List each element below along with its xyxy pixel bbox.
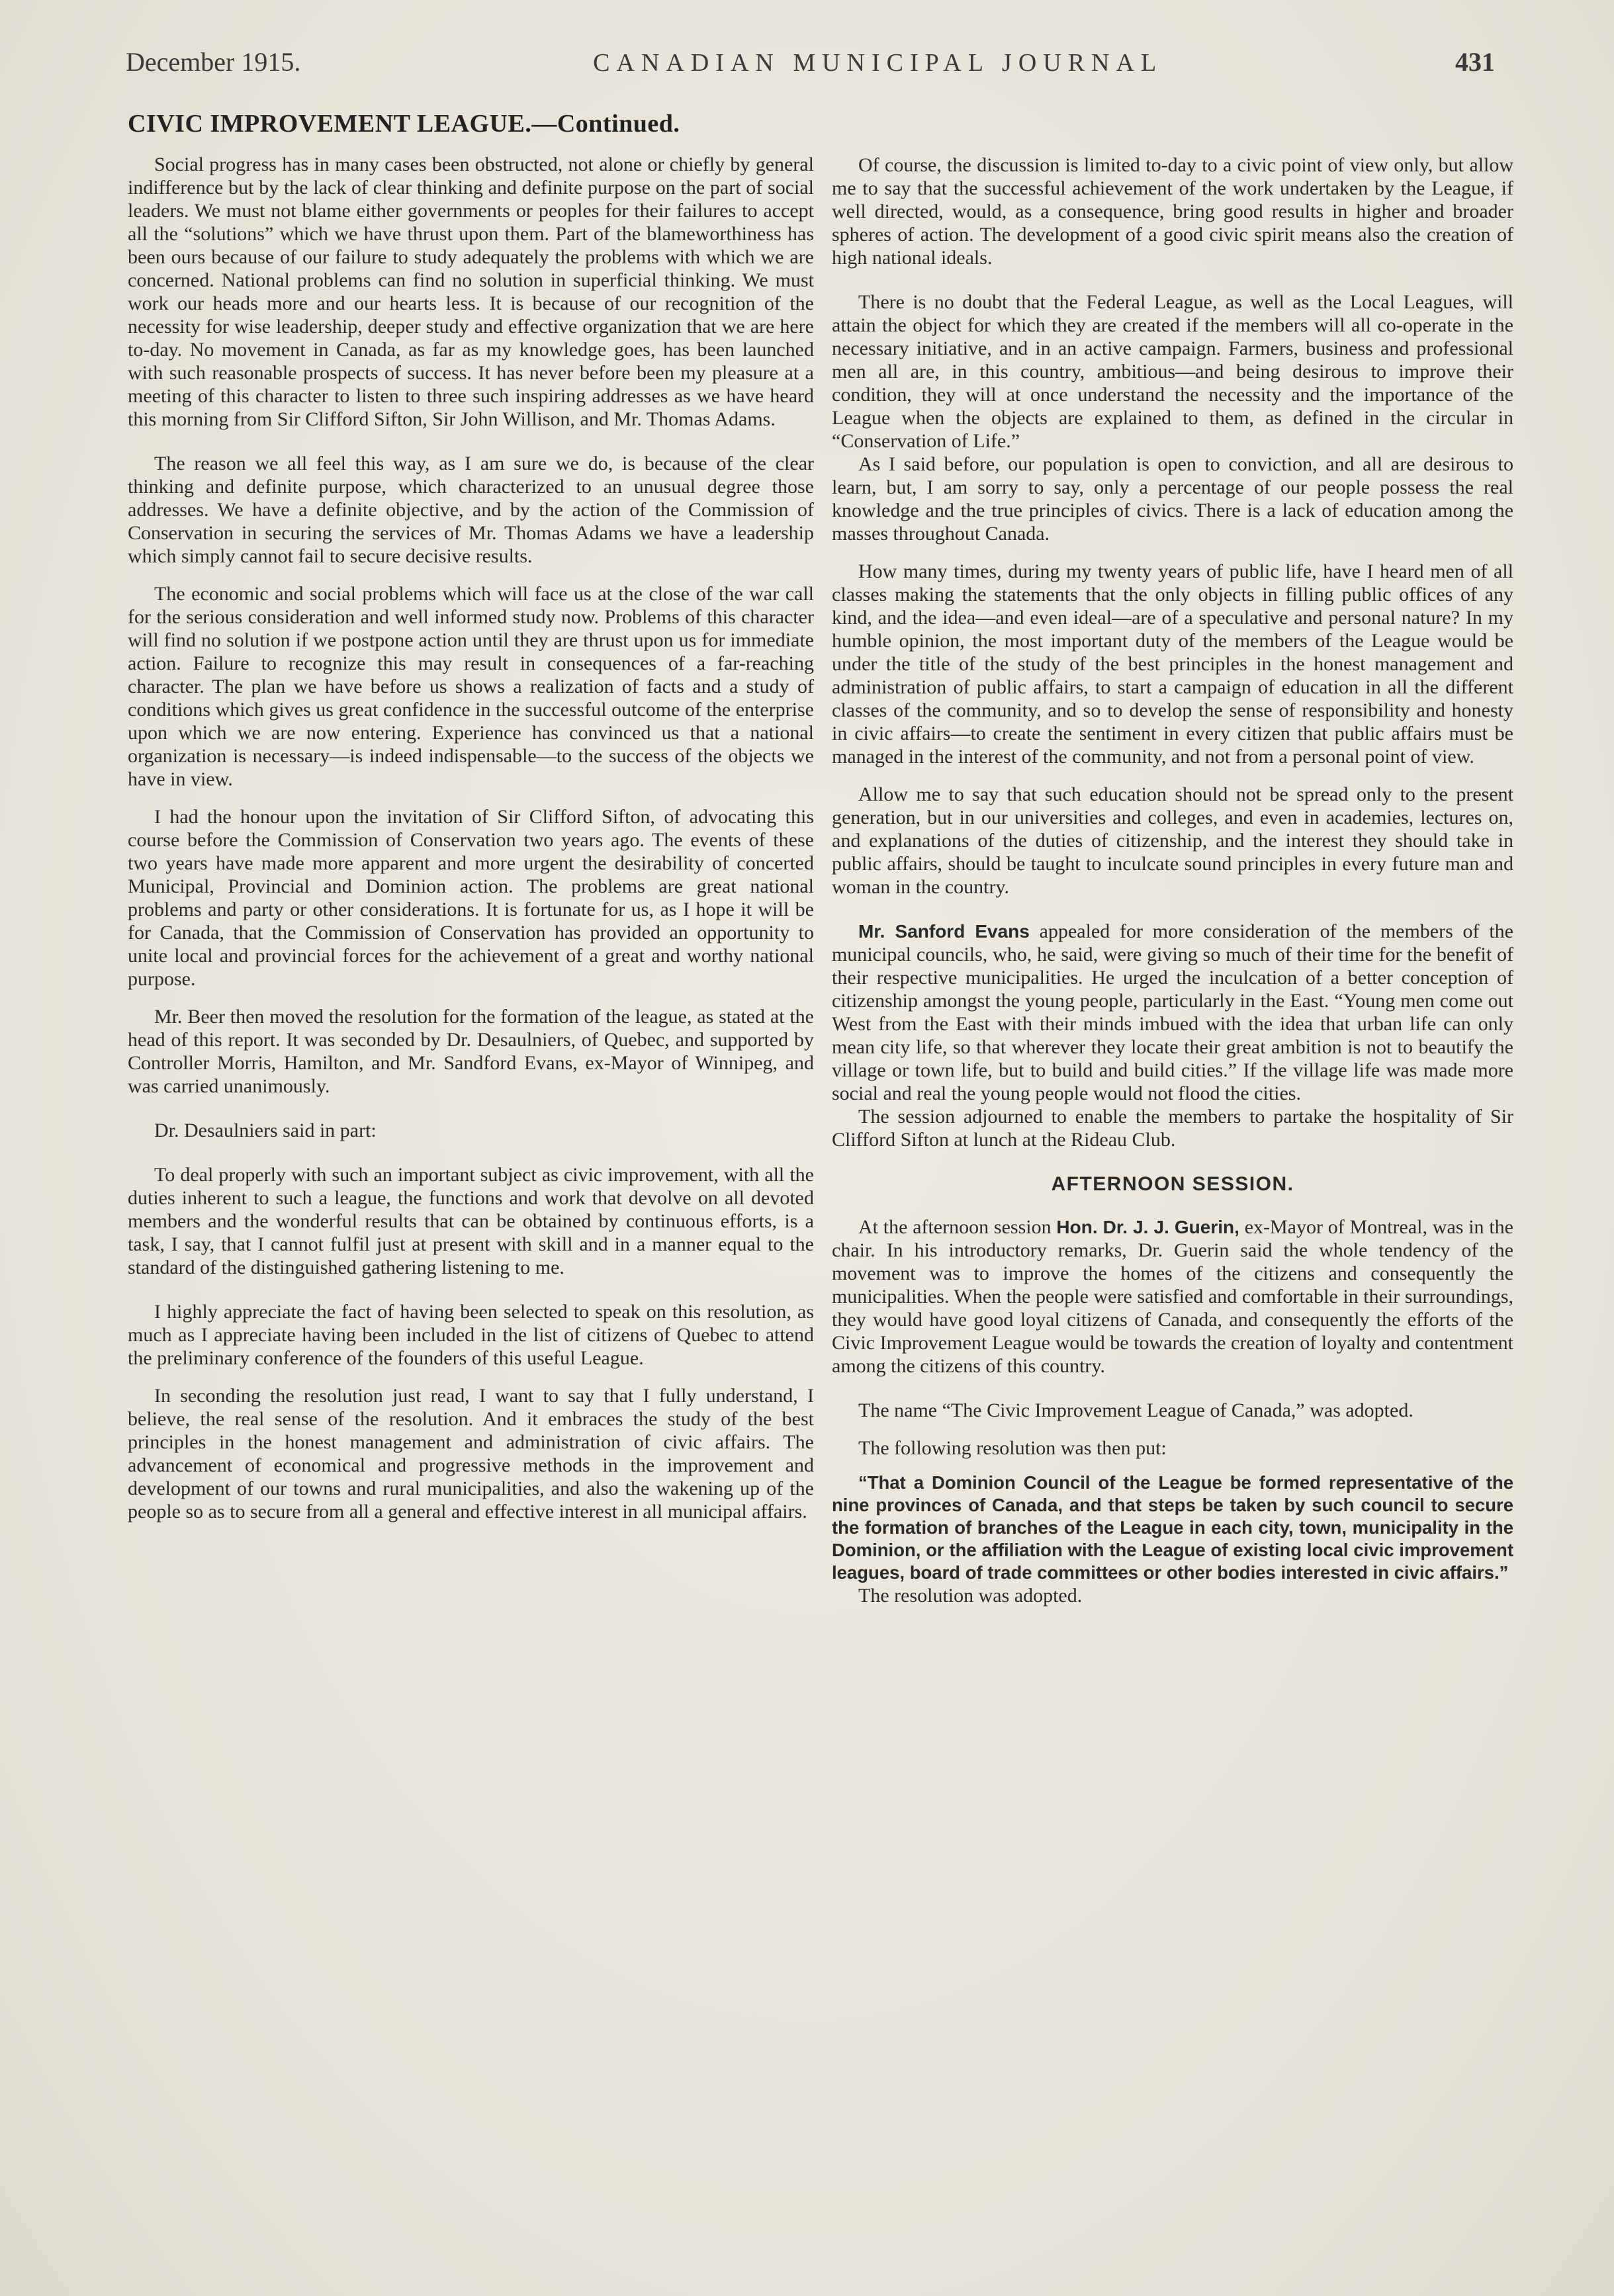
left-column — [128, 112, 814, 1544]
paragraph: The resolution was adopted. — [858, 1585, 1083, 1607]
paragraph: In seconding the resolution just read, I want to say that I fully understand, I believe, the real sense of the resolution. And it embraces the study of the best principles in the honest management and administration of civic affairs. The advancement of economical and progressive methods in the improvement and development of our towns and rural municipalities, and also the wakening up of the people so as to secure from all a general and effective interest in all municipal affairs. — [128, 1385, 814, 1523]
paragraph: As I said before, our population is open to conviction, and all are desirous to learn, but, I am sorry to say, only a percentage of our people possess the real knowledge and the true principles of civics. There is a lack of education among the masses throughout Canada. — [832, 453, 1513, 545]
paragraph: I had the honour upon the invitation of Sir Clifford Sifton, of advocating this course before the Commission of Conservation two years ago. The events of these two years have made more apparent and more urgent the desirability of concerted Municipal, Provincial and Dominion action. The problems are great national problems and party or other considerations. It is fortunate for us, as I hope it will be for Canada, that the Commission of Conservation has provided an opportunity to unite local and provincial forces for the achievement of a great and worthy national purpose. — [128, 806, 814, 990]
speaker-name: Mr. Sanford Evans — [858, 921, 1030, 942]
journal-title: CANADIAN MUNICIPAL JOURNAL — [593, 49, 1163, 77]
paragraph: The reason we all feel this way, as I am sure we do, is because of the clear thinking and definite purpose, which characterized to an unusual degree those addresses. We have a definite objective, and by the action of the Commission of Conservation in securing the services of Mr. Thomas Adams we have a leadership which simply cannot fail to secure decisive results. — [128, 453, 814, 567]
paragraph: I highly appreciate the fact of having been selected to speak on this resolution, as much as I appreciate having been included in the list of citizens of Quebec to attend the preliminary conference of the founders of this useful League. — [128, 1301, 814, 1369]
paragraph: The following resolution was then put: — [858, 1437, 1167, 1459]
paragraph: The session adjourned to enable the members to partake the hospitality of Sir Clifford Sifton at lunch at the Rideau Club. — [832, 1106, 1513, 1151]
page-number: 431 — [1455, 47, 1495, 77]
paragraph: There is no doubt that the Federal League, as well as the Local Leagues, will attain the object for which they are created if the members will all co-operate in the necessary initiative, and in an active campaign. Farmers, business and professional men all are, in this country, ambitious—and being desirous to improve their condition, they will at once understand the necessity and the importance of the League when the objects are explained to them, as defined in the circular in “Conservation of Life.” — [832, 291, 1513, 452]
evans-paragraph: Mr. Sanford Evans appealed for more consideration of the members of the municipal councils, who, he said, were giving so much of their time for the benefit of their respective municipalities. He urged the inculcation of a better conception of citizenship amongst the young people, particularly in the East. “Young men come out West from the East with their minds imbued with the idea that urban life can only mean city life, so that wherever they locate their great ambition is not to beautify the village or town life, but to build and build cities.” If the village life was made more social and real the young people would not flood the cities. — [832, 920, 1513, 1104]
section-title: CIVIC IMPROVEMENT LEAGUE.—Continued. — [128, 110, 680, 138]
paragraph: To deal properly with such an important subject as civic improvement, with all the duties inherent to such a league, the functions and work that devolve on all devoted members and the wonderful results that can be obtained by continuous efforts, is a task, I say, that I cannot fulfil just at present with skill and in a manner equal to the standard of the distinguished gathering listening to me. — [128, 1164, 814, 1278]
paragraph: Social progress has in many cases been obstructed, not alone or chiefly by general indifference but by the lack of clear thinking and definite purpose on the part of social leaders. We must not blame either governments or peoples for their failures to accept all the “solutions” which we have thrust upon them. Part of the blameworthiness has been ours because of our failure to study adequately the problems with which we are concerned. National problems can find no solution in superficial thinking. We must work our heads more and our hearts less. It is because of our recognition of the necessity for wise leadership, deeper study and effective organization that we are here to-day. No movement in Canada, as far as my knowledge goes, has been launched with such reasonable prospects of success. It has never before been my pleasure at a meeting of this character to listen to three such inspiring addresses as we have heard this morning from Sir Clifford Sifton, Sir John Willison, and Mr. Thomas Adams. — [128, 154, 814, 430]
chair-name: Hon. Dr. J. J. Guerin, — [1056, 1217, 1239, 1237]
running-head — [126, 46, 1495, 86]
afternoon-session-heading: AFTERNOON SESSION. — [1051, 1173, 1294, 1195]
paragraph: How many times, during my twenty years of public life, have I heard men of all classes making the statements that the only objects in filling public offices of any kind, and the idea—and even ideal—are of a speculative and personal nature? In my humble opinion, the most important duty of the members of the League would be under the title of the study of the best principles in the honest management and administration of public affairs, to start a campaign of education in all the different classes of the community, and so to develop the sense of responsibility and honesty in civic affairs—to create the sentiment in every citizen that public affairs must be managed in the interest of the community, and not from a personal point of view. — [832, 560, 1513, 768]
paragraph: Allow me to say that such education should not be spread only to the present generation, but in our universities and colleges, and even in academies, lectures on, and explanations of the duties of citizenship, and the interest they should take in public affairs, should be taught to inculcate sound principles in every future man and woman in the country. — [832, 783, 1513, 898]
resolution-text: “That a Dominion Council of the League be formed representative of the nine provinces of Canada, and that steps be taken by such council to secure the formation of branches of the League in each city, town, municipality in the Dominion, or the affiliation with the League of existing local civic improvement leagues, board of trade committees or other bodies interested in civic affairs.” — [832, 1472, 1513, 1583]
paragraph: The economic and social problems which will face us at the close of the war call for the serious consideration and well informed study now. Problems of this character will find no solution if we postpone action until they are thrust upon us for immediate action. Failure to recognize this may result in consequences of a far-reaching character. The plan we have before us shows a realization of facts and a study of conditions which gives us great confidence in the successful outcome of the enterprise upon which we are now entering. Experience has convinced us that a national organization is necessary—is indeed indispensable—to the success of the objects we have in view. — [128, 583, 814, 790]
paragraph: Dr. Desaulniers said in part: — [154, 1120, 377, 1141]
paragraph: Mr. Beer then moved the resolution for the formation of the league, as stated at the head of this report. It was seconded by Dr. Desaulniers, of Quebec, and supported by Controller Morris, Hamilton, and Mr. Sandford Evans, ex-Mayor of Winnipeg, and was carried unanimously. — [128, 1006, 814, 1097]
issue-date: December 1915. — [126, 47, 301, 77]
paragraph: Of course, the discussion is limited to-day to a civic point of view only, but allow me to say that the successful achievement of the work undertaken by the League, if well directed, would, as a consequence, bring good results in higher and broader spheres of action. The development of a good civic spirit means also the creation of high national ideals. — [832, 154, 1513, 269]
afternoon-paragraph: At the afternoon session Hon. Dr. J. J. Guerin, ex-Mayor of Montreal, was in the chair. In his introductory remarks, Dr. Guerin said the whole tendency of the movement was to improve the homes of the citizens and consequently the municipalities. When the people were satisfied and comfortable in their surroundings, they would have good loyal citizens of Canada, and consequently the efforts of the Civic Improvement League would be towards the creation of loyalty and contentment among the citizens of this country. — [832, 1216, 1513, 1377]
right-column — [832, 154, 1513, 1607]
paragraph: The name “The Civic Improvement League of Canada,” was adopted. — [858, 1399, 1413, 1421]
